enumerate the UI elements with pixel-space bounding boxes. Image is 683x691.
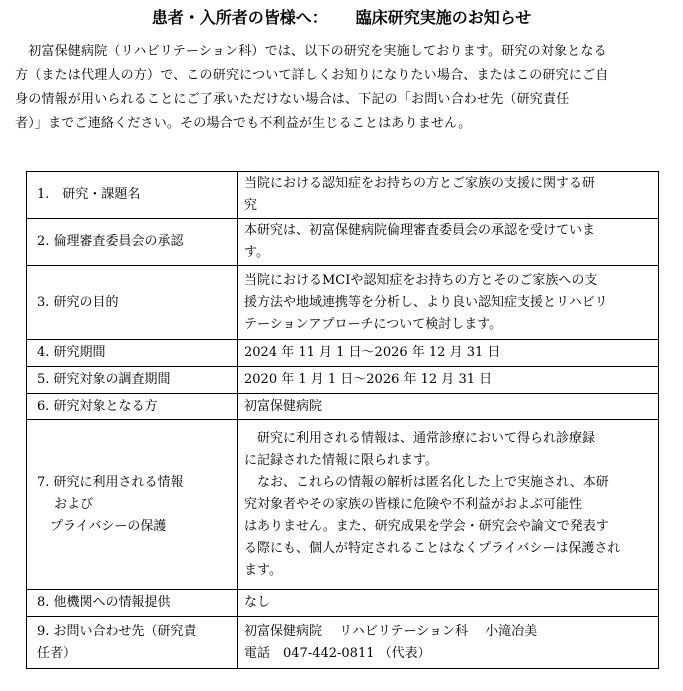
intro-paragraph — [15, 40, 675, 136]
table-row — [27, 172, 659, 219]
row-value: 2020 年 1 月 1 日～2026 年 12 月 31 日 — [238, 367, 659, 394]
intro-line: 者）」までご連絡ください。その場合でも不利益が生じることはありません。 — [15, 116, 472, 131]
study-info-table — [26, 171, 659, 669]
row-value: 2024 年 11 月 1 日～2026 年 12 月 31 日 — [238, 340, 659, 367]
table-row — [27, 367, 659, 394]
row-label: 1. 研究・課題名 — [27, 172, 238, 219]
intro-line: 身の情報が用いられることにご了承いただけない場合は、下記の「お問い合わせ先（研究責任 — [15, 92, 570, 107]
page-title — [0, 7, 683, 29]
row-value: 本研究は、初富保健病院倫理審査委員会の承認を受けていま す。 — [238, 219, 659, 266]
table-row — [27, 420, 659, 590]
table-row — [27, 394, 659, 420]
row-value: 当院における認知症をお持ちの方とご家族の支援に関する研 究 — [238, 172, 659, 219]
table-row — [27, 219, 659, 266]
row-value: 当院におけるMCIや認知症をお持ちの方とそのご家族への支 援方法や地域連携等を分析し、より良い認知症支援とリハビリ テーションアプローチについて検討します。 — [238, 266, 659, 340]
row-label: 8. 他機関への情報提供 — [27, 590, 238, 617]
row-value: 研究に利用される情報は、通常診療において得られ診療録 に記録された情報に限られます。 なお、これらの情報の解析は匿名化した上で実施され、本研 究対象者やその家族の皆様に危険や不利益がおよぶ可能性 はありません。また、研究成果を学会・研究会や論文で発表す る際にも、個人が特定されることはなくプライバシーは保護され ます。 — [238, 420, 659, 590]
row-value: なし — [238, 590, 659, 617]
table-row — [27, 617, 659, 669]
intro-line: 方（または代理人の方）で、この研究について詳しくお知りになりたい場合、またはこの研究にご自 — [15, 68, 609, 83]
row-label: 2. 倫理審査委員会の承認 — [27, 219, 238, 266]
intro-line: 初富保健病院（リハビリテーション科）では、以下の研究を実施しております。研究の対象となる — [15, 44, 607, 59]
row-value: 初富保健病院 リハビリテーション科 小滝冶美 電話 047-442-0811 （代表） — [238, 617, 659, 669]
table-row — [27, 266, 659, 340]
table-row — [27, 340, 659, 367]
row-value: 初富保健病院 — [238, 394, 659, 420]
row-label: 4. 研究期間 — [27, 340, 238, 367]
row-label: 3. 研究の目的 — [27, 266, 238, 340]
row-label: 9. お問い合わせ先（研究責 任者） — [27, 617, 238, 669]
row-label: 5. 研究対象の調査期間 — [27, 367, 238, 394]
title-audience: 患者・入所者の皆様へ： — [151, 8, 328, 27]
table-row — [27, 590, 659, 617]
row-label: 7. 研究に利用される情報 および プライバシーの保護 — [27, 420, 238, 590]
row-label: 6. 研究対象となる方 — [27, 394, 238, 420]
title-notice: 臨床研究実施のお知らせ — [355, 8, 532, 27]
